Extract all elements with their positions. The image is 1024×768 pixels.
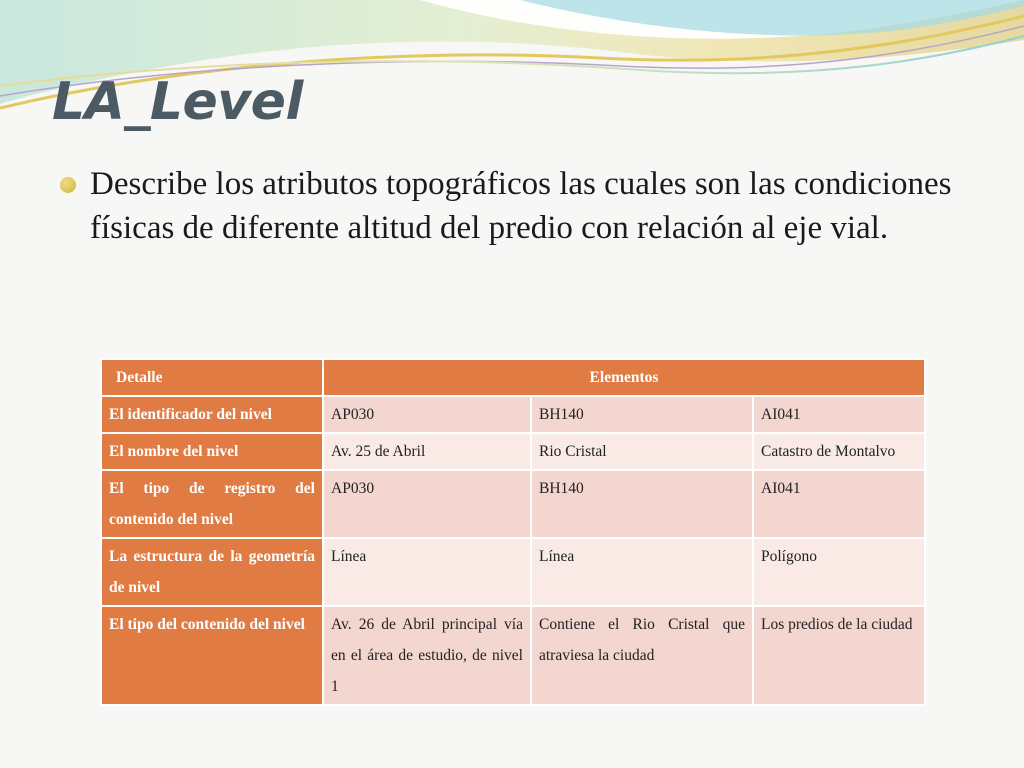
table-cell: Contiene el Rio Cristal que atraviesa la ciudad [531, 606, 753, 705]
table-row [101, 538, 925, 606]
table-cell: Línea [323, 538, 531, 606]
bullet-dot-icon [60, 177, 76, 193]
table-cell: AP030 [323, 396, 531, 433]
table-cell: AI041 [753, 470, 925, 538]
table-row [101, 433, 925, 470]
bullet-item [90, 162, 970, 250]
header-elementos: Elementos [323, 359, 925, 396]
table-cell: AI041 [753, 396, 925, 433]
row-label: El tipo de registro del contenido del nivel [101, 470, 323, 538]
table-cell: Rio Cristal [531, 433, 753, 470]
table-cell: Catastro de Montalvo [753, 433, 925, 470]
table-cell: Los predios de la ciudad [753, 606, 925, 705]
table-cell: Línea [531, 538, 753, 606]
table-header-row [101, 359, 925, 396]
table-row [101, 470, 925, 538]
row-label: El identificador del nivel [101, 396, 323, 433]
row-label: El tipo del contenido del nivel [101, 606, 323, 705]
table-cell: Polígono [753, 538, 925, 606]
slide-title: LA_Level [52, 72, 303, 132]
row-label: La estructura de la geometría de nivel [101, 538, 323, 606]
table-cell: Av. 25 de Abril [323, 433, 531, 470]
table-cell: BH140 [531, 470, 753, 538]
table-row [101, 396, 925, 433]
table-row [101, 606, 925, 705]
table-cell: AP030 [323, 470, 531, 538]
row-label: El nombre del nivel [101, 433, 323, 470]
table-cell: Av. 26 de Abril principal vía en el área de estudio, de nivel 1 [323, 606, 531, 705]
table-cell: BH140 [531, 396, 753, 433]
levels-table [100, 358, 926, 706]
bullet-text: Describe los atributos topográficos las cuales son las condiciones físicas de diferente altitud del predio con relación al eje vial. [90, 166, 952, 246]
header-detalle: Detalle [101, 359, 323, 396]
